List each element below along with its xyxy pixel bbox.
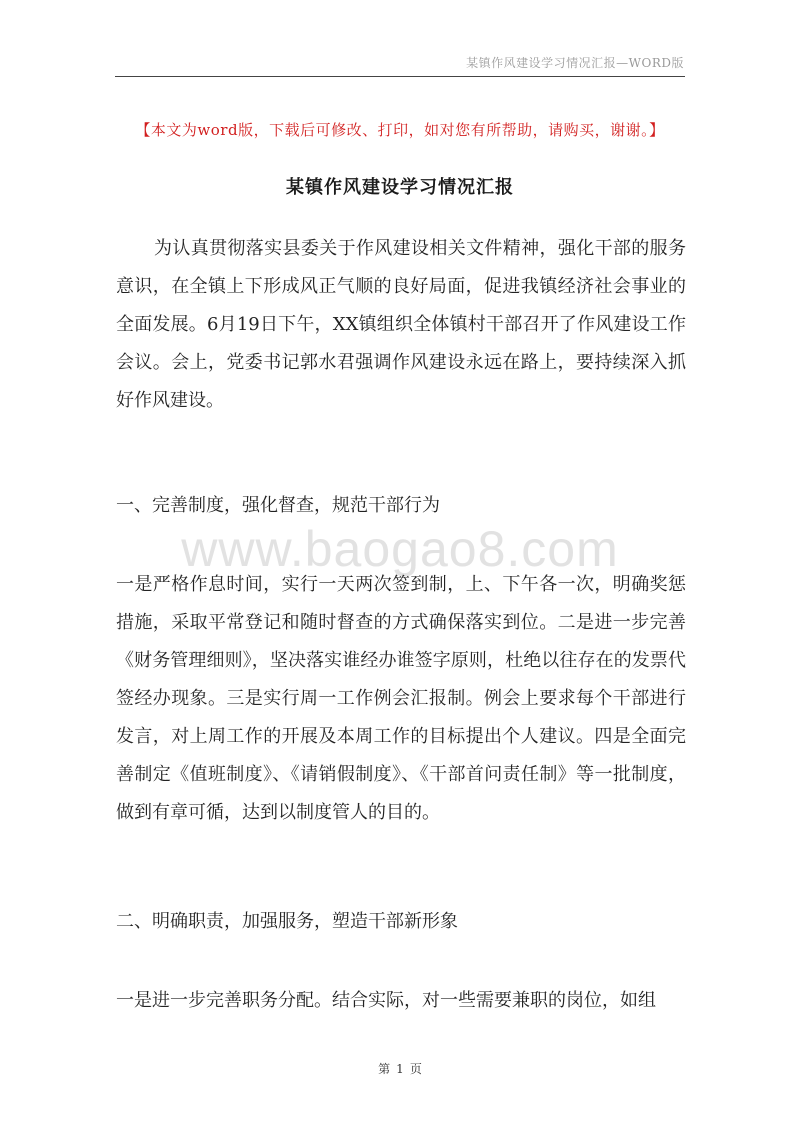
- purchase-notice: 【本文为word版，下载后可修改、打印，如对您有所帮助，请购买，谢谢。】: [135, 121, 665, 139]
- document-title: 某镇作风建设学习情况汇报: [286, 177, 514, 198]
- page-number: 1: [396, 1062, 404, 1076]
- section-heading-1: 一、完善制度，强化督查，规范干部行为: [116, 495, 440, 516]
- section-paragraph-2: 一是进一步完善职务分配。结合实际，对一些需要兼职的岗位，如组: [116, 990, 656, 1011]
- page-footer: [0, 1060, 800, 1077]
- header-divider: [115, 76, 685, 77]
- section-paragraph-1: 一是严格作息时间，实行一天两次签到制，上、下午各一次，明确奖惩措施，采取平常登记和随时督查的方式确保落实到位。二是进一步完善《财务管理细则》，坚决落实谁经办谁签字原则，杜绝以往存在的发票代签经办现象。三是实行周一工作例会汇报制。例会上要求每个干部进行发言，对上周工作的开展及本周工作的目标提出个人建议。四是全面完善制定《值班制度》、《请销假制度》、《干部首问责任制》等一批制度，做到有章可循，达到以制度管人的目的。: [116, 574, 686, 823]
- site-watermark: www.baogao8.com: [181, 521, 619, 577]
- footer-suffix: 页: [409, 1062, 422, 1076]
- section-heading-2: 二、明确职责，加强服务，塑造干部新形象: [116, 911, 458, 932]
- footer-prefix: 第: [378, 1062, 391, 1076]
- running-header: 某镇作风建设学习情况汇报—WORD版: [466, 56, 684, 70]
- intro-paragraph: 为认真贯彻落实县委关于作风建设相关文件精神，强化干部的服务意识，在全镇上下形成风正气顺的良好局面，促进我镇经济社会事业的全面发展。6月19日下午，XX镇组织全体镇村干部召开了作风建设工作会议。会上，党委书记郭水君强调作风建设永远在路上，要持续深入抓好作风建设。: [116, 238, 686, 411]
